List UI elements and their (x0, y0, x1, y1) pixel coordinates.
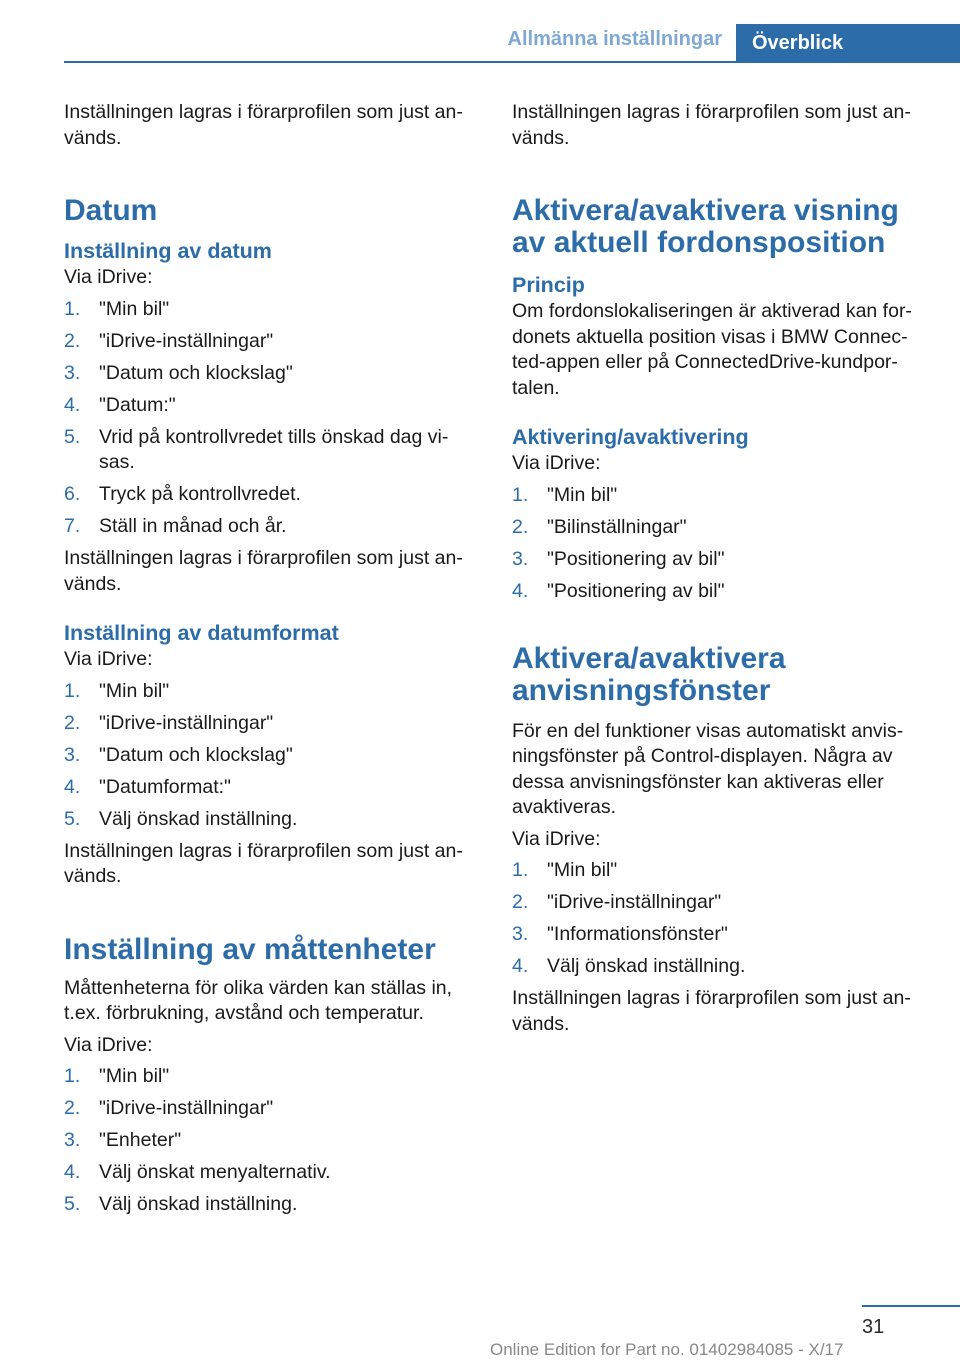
list-item: 5. Välj önskad inställning. (64, 1193, 298, 1215)
edition-note: Online Edition for Part no. 01402984085 - X/17 (490, 1340, 844, 1359)
princip-paragraph: Om fordonslokaliseringen är aktiverad kan for-donets aktuella position visas i BMW Connec-ted-appen eller på ConnectedDrive-kundpor-talen. (512, 300, 912, 399)
list-item: 1. "Min bil" (64, 1065, 170, 1087)
list-item: 2. "iDrive-inställningar" (64, 329, 274, 352)
header-section-title: Allmänna inställningar (507, 28, 722, 50)
list-item: 3. "Positionering av bil" (512, 547, 725, 570)
mattenheter-steps-list (64, 1064, 464, 1218)
list-item: 5. Vrid på kontrollvredet tills önskad dag vi-sas. (64, 425, 449, 473)
subheading-aktivering: Aktivering/avaktivering (512, 425, 749, 449)
list-item: 4. "Positionering av bil" (512, 579, 725, 602)
subheading-datum-setting: Inställning av datum (64, 239, 272, 263)
page-number: 31 (862, 1316, 885, 1338)
heading-datum: Datum (64, 194, 158, 227)
datum-after-paragraph: Inställningen lagras i förarprofilen som just an-vänds. (64, 547, 463, 595)
position-steps-list (512, 483, 922, 605)
heading-fordonsposition: Aktivera/avaktivera visning av aktuell fordonsposition (512, 194, 899, 259)
list-item: 3. "Informationsfönster" (512, 923, 728, 945)
list-item: 2. "iDrive-inställningar" (64, 1097, 274, 1119)
list-item: 2. "iDrive-inställningar" (64, 711, 274, 734)
list-item: 3. "Enheter" (64, 1129, 182, 1151)
mattenheter-intro: Måttenheterna för olika värden kan ställas in, t.ex. förbrukning, avstånd och temperatur. (64, 976, 453, 1024)
list-item: 4. "Datumformat:" (64, 775, 231, 798)
list-item: 3. "Datum och klockslag" (64, 743, 293, 766)
subheading-datumformat: Inställning av datumformat (64, 621, 339, 645)
list-item: 1. "Min bil" (512, 859, 618, 881)
subheading-princip: Princip (512, 273, 585, 297)
header-rule (64, 61, 736, 63)
heading-anvisningsfonster: Aktivera/avaktivera anvisningsfönster (512, 641, 786, 707)
via-idrive-text: Via iDrive: (64, 648, 153, 670)
footer-rule (862, 1305, 960, 1307)
anvisning-after-paragraph: Inställningen lagras i förarprofilen som just an-vänds. (512, 987, 911, 1035)
list-item: 1. "Min bil" (64, 679, 170, 702)
list-item: 3. "Datum och klockslag" (64, 361, 293, 384)
datumformat-steps-list (64, 679, 464, 833)
list-item: 4. "Datum:" (64, 393, 176, 416)
heading-mattenheter: Inställning av måttenheter (64, 932, 436, 966)
list-item: 7. Ställ in månad och år. (64, 515, 287, 537)
right-column (512, 100, 922, 1043)
list-item: 5. Välj önskad inställning. (64, 807, 298, 830)
datum-steps-list (64, 297, 464, 540)
anvisning-steps-list (512, 858, 922, 980)
via-idrive-text: Via iDrive: (512, 827, 601, 850)
list-item: 1. "Min bil" (64, 297, 170, 320)
intro-paragraph: Inställningen lagras i förarprofilen som just an-vänds. (64, 101, 463, 149)
header-tab-overview: Överblick (736, 24, 960, 63)
page-header (0, 24, 960, 62)
left-column (64, 100, 464, 1224)
intro-paragraph: Inställningen lagras i förarprofilen som just an-vänds. (512, 101, 911, 149)
list-item: 6. Tryck på kontrollvredet. (64, 483, 301, 505)
list-item: 2. "Bilinställningar" (512, 515, 687, 538)
via-idrive-text: Via iDrive: (64, 1033, 153, 1056)
via-idrive-text: Via iDrive: (64, 266, 153, 288)
datumformat-after-paragraph: Inställningen lagras i förarprofilen som just an-vänds. (64, 839, 463, 887)
list-item: 2. "iDrive-inställningar" (512, 891, 722, 913)
list-item: 4. Välj önskad inställning. (512, 955, 746, 977)
list-item: 1. "Min bil" (512, 483, 618, 506)
via-idrive-text: Via iDrive: (512, 452, 601, 474)
list-item: 4. Välj önskat menyalternativ. (64, 1161, 331, 1183)
anvisning-intro: För en del funktioner visas automatiskt anvis-ningsfönster på Control-displayen. Några av dessa anvisningsfönster kan aktiveras eller avaktiveras. (512, 719, 904, 818)
